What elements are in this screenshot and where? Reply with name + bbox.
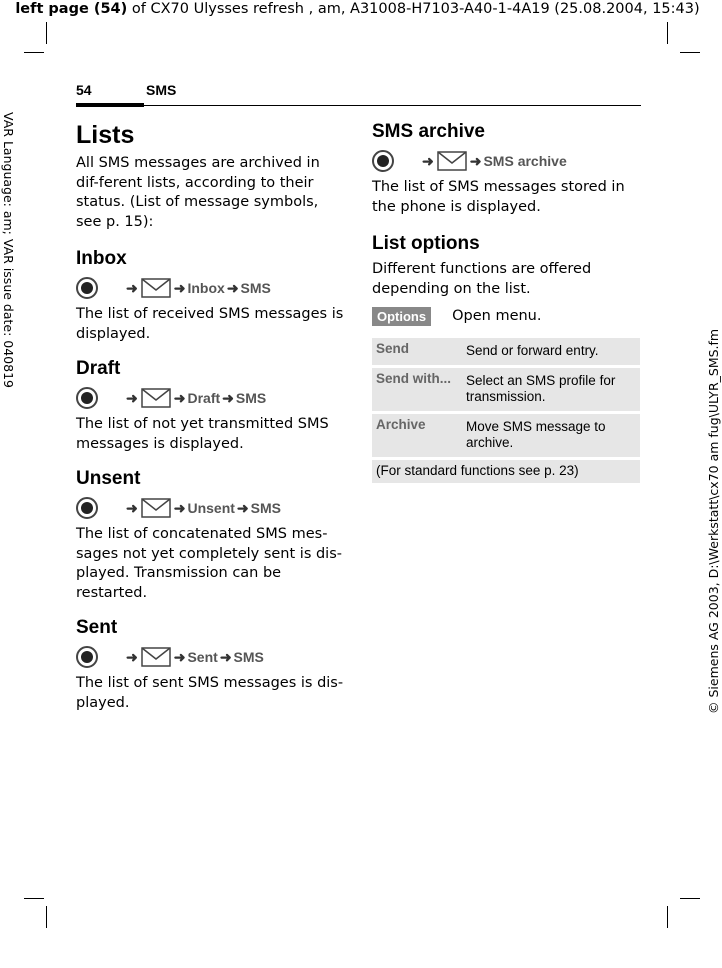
nav-step: Inbox: [187, 280, 225, 296]
table-row: [372, 368, 640, 411]
crop-mark: [46, 906, 47, 928]
arrow-icon: ➜: [126, 389, 138, 406]
header-rule-thick: [76, 103, 144, 107]
option-desc: Move SMS message to archive.: [462, 414, 640, 457]
joystick-icon: [76, 387, 98, 409]
nav-path: [76, 274, 344, 302]
nav-step: SMS archive: [483, 153, 567, 169]
running-header-bold: left page (54): [15, 1, 128, 17]
arrow-icon: ➜: [173, 648, 186, 665]
envelope-icon: [141, 277, 171, 299]
options-softkey[interactable]: Options: [372, 307, 431, 326]
joystick-icon: [372, 150, 394, 172]
section-unsent: [76, 468, 344, 603]
nav-path: [372, 147, 640, 175]
page-title: SMS: [146, 82, 177, 98]
running-header-rest: of CX70 Ulysses refresh , am, A31008-H7103-A40-1-4A19 (25.08.2004, 15:43): [127, 1, 700, 17]
section-sms-archive: [372, 121, 640, 217]
nav-step: SMS: [250, 500, 281, 516]
section-text: The list of sent SMS messages is dis-played.: [76, 675, 344, 711]
arrow-icon: ➜: [236, 499, 249, 516]
running-header: [0, 0, 715, 18]
section-text: The list of received SMS messages is displayed.: [76, 306, 344, 342]
arrow-icon: ➜: [219, 648, 232, 665]
softkey-row: [372, 307, 640, 327]
section-title: Draft: [76, 358, 121, 379]
side-note-right: © Siemens AG 2003, D:\Werkstatt\cx70 am fug\ULYR_SMS.fm: [706, 328, 721, 714]
option-key: Archive: [372, 414, 462, 457]
section-title: Unsent: [76, 468, 141, 489]
table-row: [372, 414, 640, 457]
nav-step: Draft: [187, 390, 221, 406]
section-draft: [76, 358, 344, 454]
table-row: [372, 338, 640, 365]
option-desc: Send or forward entry.: [462, 338, 640, 365]
option-desc: Select an SMS profile for transmission.: [462, 368, 640, 411]
joystick-icon: [76, 277, 98, 299]
section-list-options: [372, 233, 640, 486]
arrow-icon: ➜: [126, 279, 138, 296]
softkey-description: Open menu.: [452, 308, 542, 324]
envelope-icon: [141, 497, 171, 519]
arrow-icon: ➜: [173, 499, 186, 516]
left-column: [76, 121, 344, 713]
header-rule: [144, 105, 641, 106]
nav-step: SMS: [233, 649, 264, 665]
table-footer: (For standard functions see p. 23): [372, 460, 640, 483]
nav-path: [76, 643, 344, 671]
joystick-icon: [76, 497, 98, 519]
crop-mark: [24, 52, 44, 53]
nav-step: Sent: [187, 649, 218, 665]
nav-step: Unsent: [187, 500, 235, 516]
nav-step: SMS: [235, 390, 267, 406]
arrow-icon: ➜: [173, 279, 186, 296]
section-inbox: [76, 248, 344, 344]
envelope-icon: [141, 646, 171, 668]
page-number: 54: [76, 82, 92, 98]
options-table: [372, 335, 640, 486]
section-title: SMS archive: [372, 121, 485, 142]
arrow-icon: ➜: [422, 152, 434, 169]
table-row: [372, 460, 640, 483]
envelope-icon: [437, 150, 467, 172]
nav-path: [76, 494, 344, 522]
section-text: The list of not yet transmitted SMS messages is displayed.: [76, 416, 329, 452]
joystick-icon: [76, 646, 98, 668]
crop-mark: [667, 22, 668, 44]
option-key: Send with...: [372, 368, 462, 411]
list-options-intro: Different functions are offered depending on the list.: [372, 261, 592, 297]
lists-heading: Lists: [76, 121, 135, 149]
section-title: List options: [372, 233, 480, 254]
option-key: Send: [372, 338, 462, 365]
arrow-icon: ➜: [226, 279, 239, 296]
envelope-icon: [141, 387, 171, 409]
side-note-left: VAR Language: am; VAR issue date: 040819: [1, 112, 16, 388]
section-title: Inbox: [76, 248, 127, 269]
crop-mark: [680, 898, 700, 899]
crop-mark: [680, 52, 700, 53]
section-title: Sent: [76, 617, 118, 638]
crop-mark: [667, 906, 668, 928]
section-text: The list of concatenated SMS mes-sages not yet completely sent is dis-played. Transmission can be restarted.: [76, 526, 342, 601]
arrow-icon: ➜: [126, 648, 138, 665]
section-sent: [76, 617, 344, 713]
arrow-icon: ➜: [469, 152, 482, 169]
nav-path: [76, 384, 344, 412]
right-column: [372, 121, 640, 486]
crop-mark: [24, 898, 44, 899]
lists-intro: All SMS messages are archived in dif-ferent lists, according to their status. (List of message symbols, see p. 15):: [76, 155, 320, 230]
arrow-icon: ➜: [126, 499, 138, 516]
section-text: The list of SMS messages stored in the phone is displayed.: [372, 179, 625, 215]
arrow-icon: ➜: [173, 389, 186, 406]
arrow-icon: ➜: [222, 389, 234, 406]
crop-mark: [46, 22, 47, 44]
nav-step: SMS: [240, 280, 271, 296]
